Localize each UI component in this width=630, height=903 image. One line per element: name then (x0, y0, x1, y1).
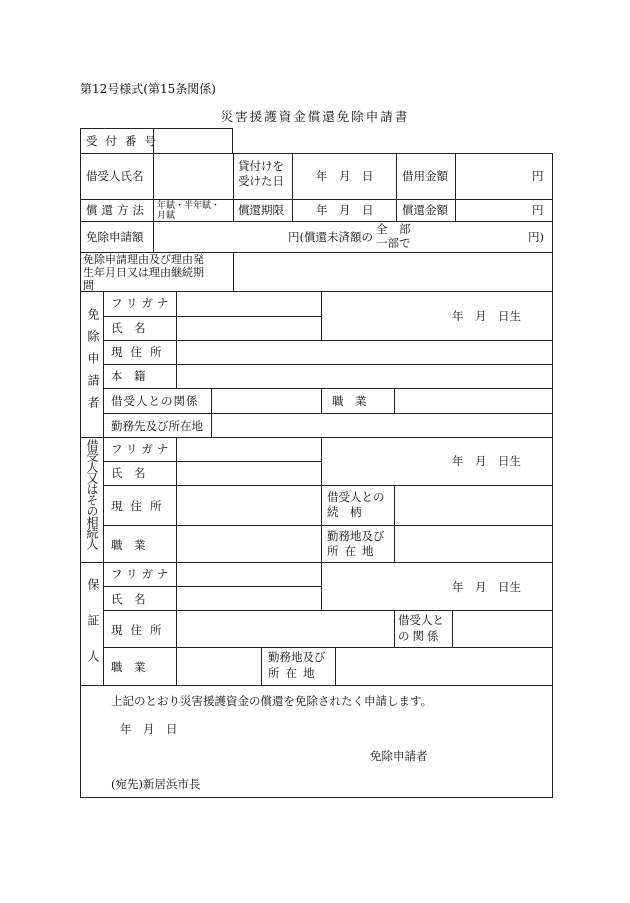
divider (455, 153, 456, 200)
exemption-all: 全 部 (376, 222, 411, 236)
repayment-method-option-2: 月賦 (157, 211, 176, 221)
divider (153, 153, 154, 200)
divider (396, 153, 397, 200)
repaid-amount-label: 償還金額 (402, 203, 448, 217)
heir-occupation-label: 職 業 (111, 538, 146, 552)
guarantor-section-label (85, 578, 99, 690)
divider (103, 461, 322, 462)
divider (394, 485, 395, 563)
divider (455, 199, 456, 222)
divider (103, 610, 553, 611)
guarantor-address-label: 現住所 (111, 623, 170, 637)
divider (103, 586, 322, 587)
divider (103, 388, 553, 389)
reason-label-2: 生年月日又は理由継続期 (83, 266, 204, 279)
guarantor-birth: 年 月 日生 (452, 580, 521, 594)
divider (335, 647, 336, 686)
guarantor-occupation-label: 職 業 (111, 660, 146, 674)
heir-relation-label-1: 借受人との (327, 490, 385, 504)
divider (321, 437, 322, 563)
divider (153, 199, 154, 222)
divider (176, 291, 177, 389)
divider (103, 364, 553, 365)
reason-label-3: 間 (83, 279, 94, 292)
guarantor-name-label: 氏 名 (111, 592, 146, 606)
applicant-section-label (85, 308, 99, 422)
divider (321, 562, 322, 611)
applicant-furigana-label: フリガナ (111, 296, 173, 310)
divider (321, 388, 322, 414)
divider (292, 199, 293, 222)
divider (103, 647, 553, 648)
divider (103, 340, 553, 341)
divider (396, 199, 397, 222)
repayment-method-label: 償還方法 (86, 203, 148, 217)
loan-date-label-2: 受けた日 (238, 174, 284, 188)
applicant-name-label: 氏 名 (111, 321, 146, 335)
declaration-date: 年 月 日 (120, 722, 178, 736)
heir-section-label (84, 439, 100, 553)
divider (103, 316, 322, 317)
loan-amount-yen: 円 (532, 169, 544, 183)
exemption-close: 円) (528, 230, 544, 244)
exemption-part: 一部で (376, 236, 411, 250)
repayment-due-label: 償還期限 (238, 203, 284, 217)
heir-address-label: 現住所 (111, 499, 170, 513)
repayment-method-option-1: 年賦・半年賦・ (157, 201, 221, 211)
loan-date-label-1: 貸付けを (238, 159, 284, 173)
divider (176, 562, 177, 686)
divider (103, 525, 553, 526)
applicant-birth: 年 月 日生 (452, 309, 521, 323)
divider (321, 291, 322, 341)
heir-birth: 年 月 日生 (452, 454, 521, 468)
document-title: 災害援護資金償還免除申請書 (220, 109, 410, 124)
heir-furigana-label: フリガナ (111, 442, 173, 456)
applicant-domicile-label: 本 籍 (111, 369, 146, 383)
applicant-workplace-label: 勤務先及び所在地 (111, 419, 203, 433)
applicant-relation-label: 借受人との関係 (111, 394, 199, 408)
heir-section-text: 借受人又はその相続人 (85, 439, 99, 549)
borrower-name-label: 借受人氏名 (86, 169, 144, 183)
divider (261, 647, 262, 686)
divider (211, 388, 212, 438)
exemption-amount-label: 免除申請額 (86, 230, 144, 244)
guarantor-workplace-label-2: 所在地 (268, 666, 321, 680)
applicant-occupation-label: 職 業 (332, 394, 367, 408)
heir-relation-label-2: 続 柄 (327, 505, 362, 519)
divider (233, 199, 234, 222)
divider (103, 562, 104, 686)
guarantor-workplace-label-1: 勤務地及び (268, 650, 326, 664)
divider (233, 252, 234, 292)
divider (153, 221, 154, 253)
exemption-amount-yen: 円(償還未済額の (288, 230, 373, 244)
divider (103, 485, 553, 486)
heir-workplace-label-1: 勤務地及び (327, 529, 385, 543)
receipt-number-label: 受付番号 (86, 134, 164, 148)
divider (394, 388, 395, 414)
form-number: 第12号様式(第15条関係) (80, 82, 216, 96)
repaid-amount-yen: 円 (532, 203, 544, 217)
repayment-due-ymd: 年 月 日 (316, 203, 374, 217)
heir-name-label: 氏 名 (111, 466, 146, 480)
reason-label-1: 免除申請理由及び理由発 (83, 253, 204, 266)
declaration-addressee: (宛先)新居浜市長 (111, 777, 201, 791)
guarantor-furigana-label: フリガナ (111, 567, 173, 581)
divider (103, 413, 553, 414)
divider (394, 610, 395, 648)
declaration-applicant: 免除申請者 (370, 749, 428, 763)
divider (233, 153, 234, 200)
application-form (80, 128, 552, 798)
guarantor-relation-label-1: 借受人と (398, 613, 444, 627)
divider (452, 610, 453, 648)
loan-date-ymd: 年 月 日 (316, 169, 374, 183)
declaration-statement: 上記のとおり災害援護資金の償還を免除されたく申請します。 (111, 694, 433, 708)
divider (292, 153, 293, 200)
receipt-number-field[interactable] (153, 128, 233, 154)
divider (103, 437, 104, 563)
guarantor-relation-label-2: の関係 (398, 629, 442, 643)
guarantor-section-text: 保証人 (86, 578, 100, 686)
applicant-section-text: 免除申請者 (86, 308, 100, 418)
loan-amount-label: 借用金額 (402, 169, 448, 183)
applicant-address-label: 現住所 (111, 345, 170, 359)
heir-workplace-label-2: 所在地 (327, 544, 380, 558)
divider (176, 437, 177, 563)
